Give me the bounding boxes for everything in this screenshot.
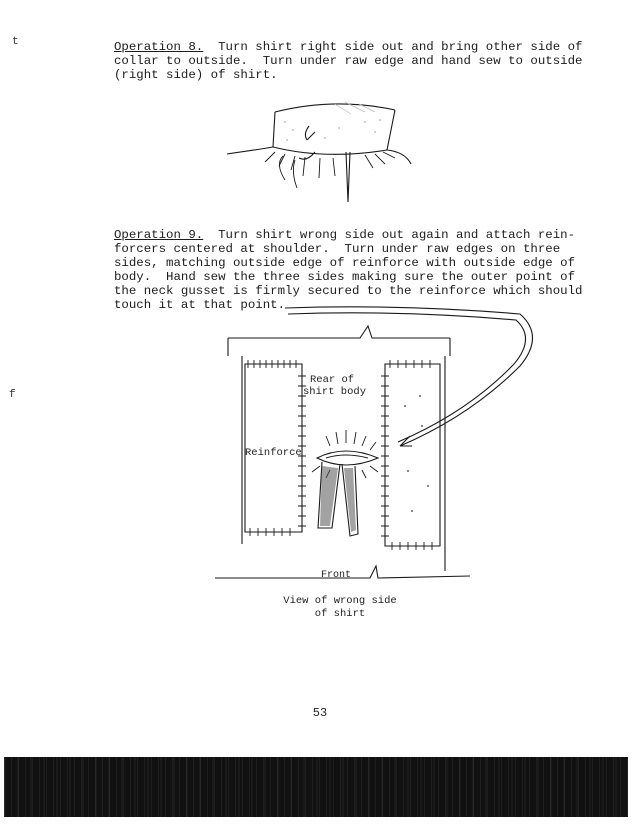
label-reinforce: Reinforce xyxy=(245,447,302,459)
operation-8-text xyxy=(114,40,604,82)
operation-9-line-3: sides, matching outside edge of reinforce with outside edge of xyxy=(114,256,576,270)
operation-8-line-2: collar to outside. Turn under raw edge and hand sew to outside xyxy=(114,54,583,68)
operation-9-line-6: touch it at that point. xyxy=(114,298,286,312)
label-front: Front xyxy=(321,570,352,581)
caption-line-1: View of wrong side xyxy=(283,595,397,607)
operation-9-heading: Operation 9. xyxy=(114,228,204,242)
scan-edge-bar xyxy=(4,757,628,817)
operation-9-line-4: body. Hand sew the three sides making sure the outer point of xyxy=(114,270,576,284)
operation-8-heading: Operation 8. xyxy=(114,40,204,54)
caption-line-2: of shirt xyxy=(314,608,366,620)
label-shirt-body: shirt body xyxy=(303,386,367,398)
margin-mark-top: t xyxy=(12,36,19,48)
operation-9-line-1: Turn shirt wrong side out again and attach rein- xyxy=(203,228,576,242)
collar-sewing-illustration xyxy=(215,92,415,202)
operation-9-line-5: the neck gusset is firmly secured to the reinforce which should xyxy=(114,284,583,298)
margin-mark-middle: f xyxy=(9,389,16,401)
page-number: 53 xyxy=(312,706,328,720)
shirt-reinforce-diagram xyxy=(200,296,545,596)
figure-caption xyxy=(270,595,410,621)
operation-8-line-3: (right side) of shirt. xyxy=(114,68,278,82)
operation-9-line-2: forcers centered at shoulder. Turn under raw edges on three xyxy=(114,242,561,256)
operation-8-line-1: Turn shirt right side out and bring other side of xyxy=(203,40,583,54)
label-rear-of: Rear of xyxy=(310,374,355,386)
